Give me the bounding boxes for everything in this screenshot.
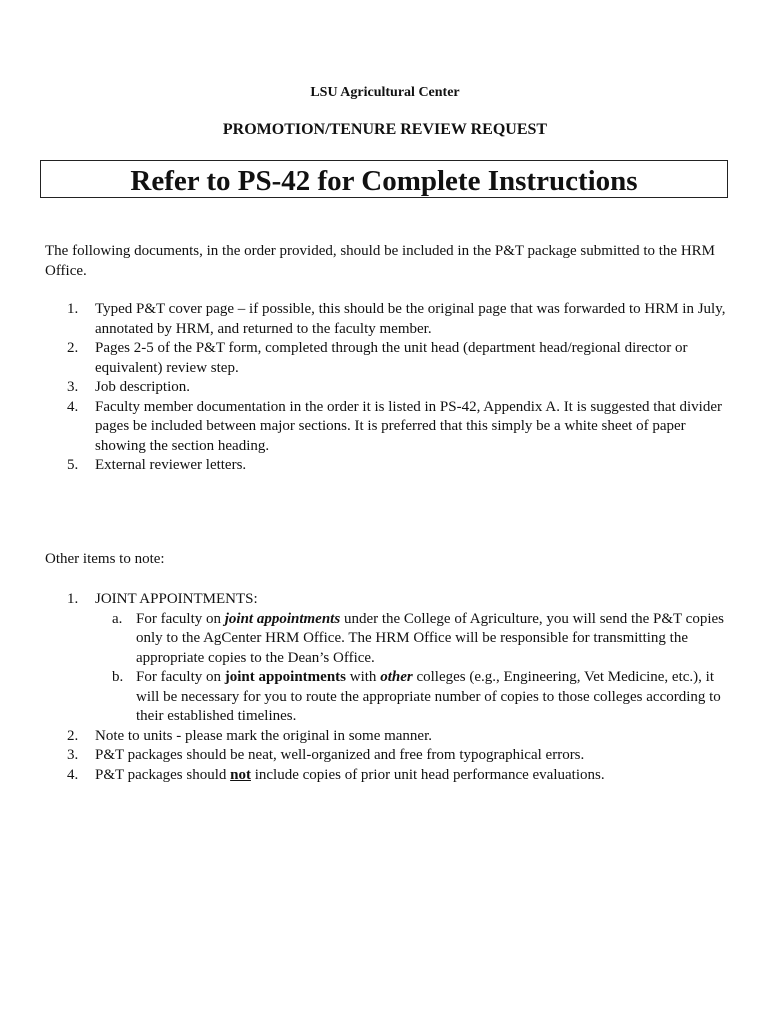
list-number: 4.: [67, 766, 79, 783]
list-item-text-pre: P&T packages should: [95, 766, 231, 783]
intro-paragraph: The following documents, in the order provided, should be included in the P&T package submitted to the HRM Office.: [45, 243, 716, 279]
sublist-item: [95, 668, 735, 727]
sublist-text-post: under the College of Agriculture, you will send the P&T copies only to the AgCenter HRM Office. The HRM Office will be responsible for transmitting the appropriate copies to the Dean’s Office.: [136, 610, 725, 666]
sublist-text-post: colleges (e.g., Engineering, Vet Medicine, etc.), it will be necessary for you to route the appropriate number of copies to those colleges according to their established timelines.: [136, 669, 721, 724]
list-number: 3.: [67, 747, 79, 763]
list-item-text: P&T packages should be neat, well-organized and free from typographical errors.: [95, 747, 585, 763]
joint-appointments-sublist: [95, 610, 735, 727]
other-items-heading: Other items to note:: [45, 551, 165, 567]
list-item-text: Job description.: [95, 379, 190, 395]
list-item-text: JOINT APPOINTMENTS:: [95, 591, 258, 607]
emphasis-other: other: [380, 669, 413, 685]
list-item-text-post: include copies of prior unit head performance evaluations.: [250, 766, 605, 783]
form-title: PROMOTION/TENURE REVIEW REQUEST: [222, 121, 548, 138]
emphasis-not: not: [230, 766, 251, 783]
list-number: 2.: [67, 340, 79, 356]
emphasis-joint-appointments: joint appointments: [224, 610, 341, 627]
list-item-text: Faculty member documentation in the order it is listed in PS-42, Appendix A. It is suggested that divider pages be included between major sections. It is preferred that this simply be a white sheet of paper showing the section heading.: [95, 398, 722, 454]
list-item-text: Typed P&T cover page – if possible, this should be the original page that was forwarded to HRM in July, annotated by HRM, and returned to the faculty member.: [95, 301, 726, 337]
list-item: [45, 456, 735, 476]
sublist-text-pre: For faculty on: [136, 669, 225, 685]
list-item-joint-appointments: [45, 590, 735, 727]
list-number: 1.: [67, 301, 79, 317]
notes-list: [45, 590, 735, 785]
list-item: [45, 378, 735, 398]
sublist-item: [95, 610, 735, 669]
list-number: 1.: [67, 591, 79, 607]
sublist-text-pre: For faculty on: [136, 610, 225, 627]
list-item: [45, 339, 735, 378]
list-number: 3.: [67, 379, 79, 395]
organization-name: LSU Agricultural Center: [310, 85, 460, 100]
list-item: [45, 766, 735, 786]
sublist-text-mid: with: [346, 669, 381, 685]
list-number: 2.: [67, 727, 79, 744]
emphasis-joint-appointments: joint appointments: [224, 669, 347, 685]
instructions-banner: Refer to PS-42 for Complete Instructions: [40, 160, 728, 198]
documents-list: [45, 300, 735, 476]
list-item: [45, 727, 735, 747]
list-item: [45, 746, 735, 766]
list-number: 5.: [67, 457, 79, 473]
sublist-letter: b.: [112, 669, 124, 685]
list-number: 4.: [67, 398, 79, 415]
list-item-text: Pages 2-5 of the P&T form, completed through the unit head (department head/regional director or equivalent) review step.: [95, 340, 688, 376]
sublist-letter: a.: [112, 610, 123, 627]
list-item-text: External reviewer letters.: [95, 457, 247, 473]
list-item-text: Note to units - please mark the original in some manner.: [95, 727, 433, 744]
list-item: [45, 300, 735, 339]
list-item: [45, 398, 735, 457]
